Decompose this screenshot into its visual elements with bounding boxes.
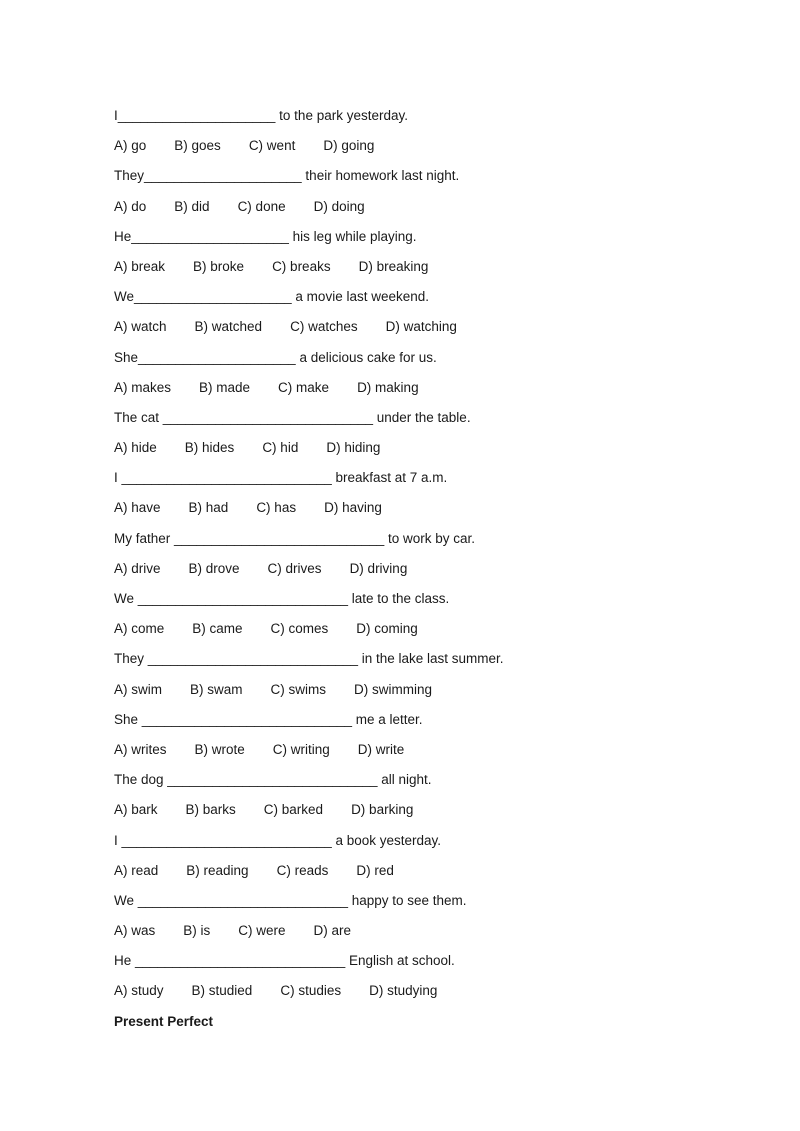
question-prompt: My father ____________________________ to work by car.: [114, 530, 476, 546]
answer-option: A) watch: [114, 319, 167, 335]
answer-option: B) swam: [190, 681, 243, 697]
answer-option: B) barks: [185, 802, 236, 818]
answer-option: C) studies: [280, 983, 342, 999]
answer-option: C) went: [248, 138, 296, 154]
answer-option: D) red: [356, 862, 394, 878]
answer-option: C) writing: [272, 741, 330, 757]
answer-option: C) swims: [270, 681, 327, 697]
answer-option: B) watched: [194, 319, 263, 335]
question-prompt: They ____________________________ in the lake last summer.: [114, 651, 504, 667]
answer-option: D) doing: [313, 198, 365, 214]
question-prompt: I ____________________________ a book yesterday.: [114, 832, 442, 848]
answer-option: B) is: [183, 923, 211, 939]
answer-option: D) write: [357, 741, 405, 757]
answer-option: B) hides: [184, 440, 235, 456]
answer-option: A) go: [114, 138, 147, 154]
answer-option: A) study: [114, 983, 164, 999]
answer-options: [114, 919, 734, 949]
answer-option: C) has: [256, 500, 297, 516]
answer-option: C) barked: [263, 802, 324, 818]
answer-option: C) drives: [267, 560, 322, 576]
question-prompt: We ____________________________ late to the class.: [114, 591, 450, 606]
answer-option: A) swim: [114, 681, 162, 697]
answer-options: [114, 255, 734, 285]
answer-option: B) goes: [174, 138, 221, 154]
answer-option: A) come: [114, 621, 165, 637]
answer-option: C) make: [278, 379, 330, 395]
answer-option: B) drove: [188, 560, 240, 576]
answer-option: A) have: [114, 500, 161, 516]
answer-option: A) writes: [114, 741, 167, 757]
answer-option: A) bark: [114, 802, 158, 818]
answer-option: D) hiding: [326, 440, 381, 456]
answer-option: B) wrote: [194, 741, 245, 757]
answer-option: C) comes: [270, 621, 329, 637]
answer-option: C) done: [237, 198, 286, 214]
answer-option: A) was: [114, 923, 156, 939]
answer-option: D) breaking: [358, 258, 429, 274]
question-prompt: They_____________________ their homework last night.: [114, 168, 460, 184]
question-prompt: I ____________________________ breakfast at 7 a.m.: [114, 470, 448, 486]
question-list: [114, 104, 734, 1010]
answer-option: A) break: [114, 258, 166, 274]
question-prompt: He ____________________________ English at school.: [114, 953, 455, 969]
answer-options: [114, 195, 734, 225]
answer-option: A) read: [114, 862, 159, 878]
answer-option: D) going: [323, 138, 375, 154]
answer-option: C) reads: [276, 862, 329, 878]
question-prompt: I_____________________ to the park yesterday.: [114, 108, 408, 123]
answer-option: A) drive: [114, 560, 161, 576]
answer-option: A) hide: [114, 440, 157, 456]
answer-options: [114, 557, 734, 587]
answer-option: B) made: [199, 379, 251, 395]
answer-options: [114, 798, 734, 828]
answer-options: [114, 496, 734, 526]
answer-options: [114, 134, 734, 164]
answer-option: B) had: [188, 500, 229, 516]
answer-option: D) making: [357, 379, 419, 395]
answer-options: [114, 678, 734, 708]
section-heading: Present Perfect: [114, 1013, 214, 1029]
question-prompt: The cat ____________________________ under the table.: [114, 409, 471, 425]
answer-option: A) makes: [114, 379, 172, 395]
answer-options: [114, 617, 734, 647]
question-prompt: We_____________________ a movie last weekend.: [114, 289, 429, 305]
question-prompt: We ____________________________ happy to see them.: [114, 892, 467, 908]
answer-option: D) driving: [349, 560, 408, 576]
answer-option: B) came: [192, 621, 243, 637]
answer-options: [114, 436, 734, 466]
answer-option: D) studying: [369, 983, 438, 999]
answer-option: B) broke: [193, 258, 245, 274]
answer-option: C) hid: [262, 440, 299, 456]
answer-option: C) watches: [290, 319, 358, 335]
answer-option: A) do: [114, 198, 147, 214]
question-prompt: He_____________________ his leg while playing.: [114, 228, 417, 244]
question-prompt: She ____________________________ me a letter.: [114, 711, 423, 727]
answer-option: D) having: [324, 500, 382, 516]
answer-option: D) watching: [385, 319, 457, 335]
answer-option: D) barking: [351, 802, 414, 818]
answer-option: B) studied: [191, 983, 253, 999]
question-prompt: She_____________________ a delicious cake for us.: [114, 349, 437, 365]
answer-option: B) reading: [186, 862, 249, 878]
answer-option: D) swimming: [354, 681, 433, 697]
answer-options: [114, 738, 734, 768]
answer-options: [114, 859, 734, 889]
answer-options: [114, 979, 734, 1009]
worksheet: [114, 104, 734, 1034]
answer-option: B) did: [174, 198, 210, 214]
answer-option: C) were: [238, 923, 286, 939]
answer-option: C) breaks: [272, 258, 331, 274]
question-prompt: The dog ____________________________ all night.: [114, 772, 432, 788]
answer-option: D) coming: [356, 621, 418, 637]
answer-options: [114, 376, 734, 406]
answer-option: D) are: [313, 923, 352, 939]
answer-options: [114, 315, 734, 345]
